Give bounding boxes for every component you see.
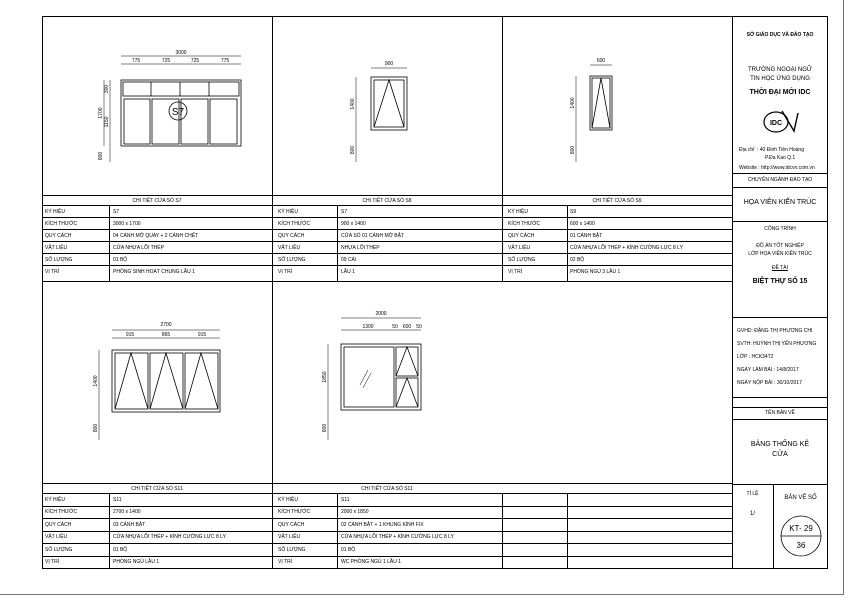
table-title: CHI TIẾT CỬA SỔ S11 — [131, 486, 183, 492]
row-label: KÍCH THƯỚC — [45, 509, 78, 515]
info-line: SVTH: HUỲNH THỊ YẾN PHƯƠNG — [737, 341, 817, 347]
ministry: SỞ GIÁO DỤC VÀ ĐÀO TẠO — [746, 32, 814, 38]
row-label: VỊ TRÍ — [508, 269, 523, 275]
table-title: CHI TIẾT CỬA SỔ S9 — [592, 198, 642, 204]
address-line-1: : 40 Đinh Tiên Hoàng — [757, 147, 804, 153]
idc-logo — [762, 107, 802, 135]
row-label: VẬT LIỆU — [45, 245, 68, 251]
scale-value: 1/ — [749, 511, 755, 517]
dim-width: 2700 — [160, 322, 172, 328]
row-label: QUY CÁCH — [45, 522, 72, 528]
cell-value: CỬA NHỰA LÕI THÉP + KÍNH CƯỜNG LỰC 8 LY — [113, 534, 226, 540]
cell-value: 01 CÁNH BẬT — [570, 233, 603, 239]
dim-segment: 865 — [161, 332, 171, 338]
address-line-2: P.Đa Kao Q.1 — [765, 155, 796, 161]
dim-segment: 50 — [416, 324, 422, 330]
table-title: CHI TIẾT CỬA SỔ S11 — [361, 486, 413, 492]
cell-value: NHỰA LÕI THÉP — [341, 245, 380, 251]
cell-value: 2000 x 1850 — [341, 509, 369, 515]
cell-value: 600 x 1400 — [570, 221, 595, 227]
info-line: NGÀY NỘP BÀI : 30/10/2017 — [737, 380, 802, 386]
sheet-number-symbol — [778, 513, 824, 561]
dept-header: CHUYÊN NGÀNH ĐÀO TẠO — [747, 177, 813, 183]
info-line: NGÀY LÀM BÀI : 14/8/2017 — [737, 367, 799, 373]
cell-value: 01 BỘ — [341, 547, 356, 553]
project-line-1: ĐỒ ÁN TỐT NGHIỆP — [756, 243, 804, 249]
row-label: KÝ HIỆU — [278, 209, 299, 215]
dim-width: 3000 — [175, 50, 187, 56]
sheet-no: 36 — [796, 541, 806, 550]
row-label: KÝ HIỆU — [45, 209, 66, 215]
info-line: LỚP : HCK34T2 — [737, 354, 774, 360]
row-label: SỐ LƯỢNG — [278, 547, 306, 553]
dim-height: 1400 — [570, 97, 576, 109]
row-label: VẬT LIỆU — [278, 534, 301, 540]
cell-value: 02 CÁNH BẬT + 1 KHUNG KÍNH FIX — [341, 522, 424, 528]
dim-height: 1700 — [98, 107, 104, 119]
cell-value: 2700 x 1400 — [113, 509, 141, 515]
dim-width: 600 — [596, 58, 606, 64]
cell-value: 03 CÁNH BẬT — [113, 522, 146, 528]
sheet-name-line-2: CỬA — [772, 451, 788, 458]
cell-value: CỬA NHỰA LÕI THÉP + KÍNH CƯỜNG LỰC 8 LY — [341, 534, 454, 540]
cell-value: 01 BỘ — [113, 547, 128, 553]
window-label: S7 — [171, 107, 185, 118]
row-label: KÍCH THƯỚC — [45, 221, 78, 227]
cell-value: S9 — [570, 209, 577, 215]
table-title: CHI TIẾT CỬA SỔ S8 — [362, 198, 412, 204]
cell-value: 02 BỘ — [570, 257, 585, 263]
dept: HỌA VIÊN KIẾN TRÚC — [743, 199, 817, 206]
cell-value: CỬA NHỰA LÕI THÉP — [113, 245, 164, 251]
row-label: SỐ LƯỢNG — [45, 547, 73, 553]
cell-value: PHÒNG NGỦ 3 LẦU 1 — [570, 269, 621, 275]
dim-sill: 800 — [350, 145, 356, 155]
row-label: KÝ HIỆU — [45, 497, 66, 503]
dim-segment: 915 — [125, 332, 135, 338]
dim-height: 1850 — [322, 371, 328, 383]
dim-height: 1400 — [350, 98, 356, 110]
cell-value: CỬA SỔ 01 CÁNH MỞ BẬT — [341, 233, 405, 239]
cell-value: PHÒNG SINH HOẠT CHUNG LẦU 1 — [113, 269, 195, 275]
row-label: KÝ HIỆU — [508, 209, 529, 215]
dim-segment: 50 — [392, 324, 398, 330]
scale-label: TỈ LỆ — [746, 491, 759, 497]
dim-segment: 725 — [190, 58, 200, 64]
dim-height: 1150 — [104, 116, 110, 128]
cell-value: LẦU 1 — [341, 269, 355, 275]
dim-segment: 600 — [402, 324, 412, 330]
topic: BIỆT THỰ SỐ 15 — [752, 278, 808, 285]
row-label: KÍCH THƯỚC — [508, 221, 541, 227]
dim-sill: 800 — [322, 423, 328, 433]
row-label: VẬT LIỆU — [508, 245, 531, 251]
row-label: QUY CÁCH — [278, 233, 305, 239]
cell-value: 3000 x 1700 — [113, 221, 141, 227]
table-title: CHI TIẾT CỬA SỔ S7 — [132, 198, 182, 204]
row-label: VỊ TRÍ — [278, 559, 293, 565]
info-line: GVHD: ĐẶNG THỊ PHƯƠNG CHI — [737, 328, 813, 334]
dim-sill: 800 — [93, 423, 99, 433]
cell-value: 01 BỘ — [113, 257, 128, 263]
cell-value: 900 x 1400 — [341, 221, 366, 227]
address-label: Địa chỉ — [739, 147, 755, 153]
row-label: KÝ HIỆU — [278, 497, 299, 503]
cell-value: PHÒNG NGỦ LẦU 1 — [113, 559, 160, 565]
cell-value: 04 CÁNH MỞ QUAY + 2 CÁNH CHẾT — [113, 233, 199, 239]
cell-value: S7 — [113, 209, 120, 215]
row-label: QUY CÁCH — [278, 522, 305, 528]
sheet-no-label: BẢN VẼ SỐ — [784, 495, 817, 501]
row-label: VỊ TRÍ — [45, 269, 60, 275]
website: Website : http://www.idcvn.com.vn — [739, 165, 815, 171]
row-label: VẬT LIỆU — [45, 534, 68, 540]
cell-value: S7 — [341, 209, 348, 215]
row-label: KÍCH THƯỚC — [278, 221, 311, 227]
cell-value: S11 — [113, 497, 122, 503]
row-label: VỊ TRÍ — [45, 559, 60, 565]
dim-segment: 725 — [161, 58, 171, 64]
row-label: SỐ LƯỢNG — [45, 257, 73, 263]
dim-height: 300 — [104, 84, 110, 94]
school-line-1: TRƯỜNG NGOẠI NGỮ — [747, 67, 813, 73]
project-line-2: LỚP HỌA VIÊN KIẾN TRÚC — [748, 251, 812, 257]
sheet-name-line-1: BẢNG THỐNG KÊ — [750, 441, 810, 448]
sheet-name-header: TÊN BẢN VẼ — [765, 410, 795, 416]
dim-segment: 775 — [131, 58, 141, 64]
project-header: CÔNG TRÌNH — [764, 226, 796, 232]
row-label: QUY CÁCH — [508, 233, 535, 239]
dim-height: 1400 — [93, 375, 99, 387]
logo-text: IDC — [769, 120, 783, 127]
dim-segment: 1300 — [362, 324, 374, 330]
school-line-2: TIN HỌC ỨNG DỤNG — [750, 76, 810, 82]
dim-segment: 915 — [197, 332, 207, 338]
dim-segment: 775 — [220, 58, 230, 64]
sheet-code: KT- 29 — [789, 524, 813, 533]
dim-width: 2000 — [375, 311, 387, 317]
dim-sill: 800 — [570, 145, 576, 155]
row-label: SỐ LƯỢNG — [508, 257, 536, 263]
row-label: KÍCH THƯỚC — [278, 509, 311, 515]
dim-width: 900 — [384, 61, 394, 67]
cell-value: CỬA NHỰA LÕI THÉP + KÍNH CƯỜNG LỰC 8 LY — [570, 245, 683, 251]
row-label: QUY CÁCH — [45, 233, 72, 239]
dim-sill: 800 — [98, 151, 104, 161]
row-label: VẬT LIỆU — [278, 245, 301, 251]
row-label: VỊ TRÍ — [278, 269, 293, 275]
cell-value: WC PHÒNG NGỦ 1 LẦU 1 — [341, 559, 402, 565]
cell-value: S11 — [341, 497, 350, 503]
cell-value: 09 CÁI — [341, 257, 357, 263]
topic-label: ĐỀ TÀI — [771, 265, 789, 271]
row-label: SỐ LƯỢNG — [278, 257, 306, 263]
school-name: THỜI ĐẠI MỚI IDC — [749, 89, 811, 96]
